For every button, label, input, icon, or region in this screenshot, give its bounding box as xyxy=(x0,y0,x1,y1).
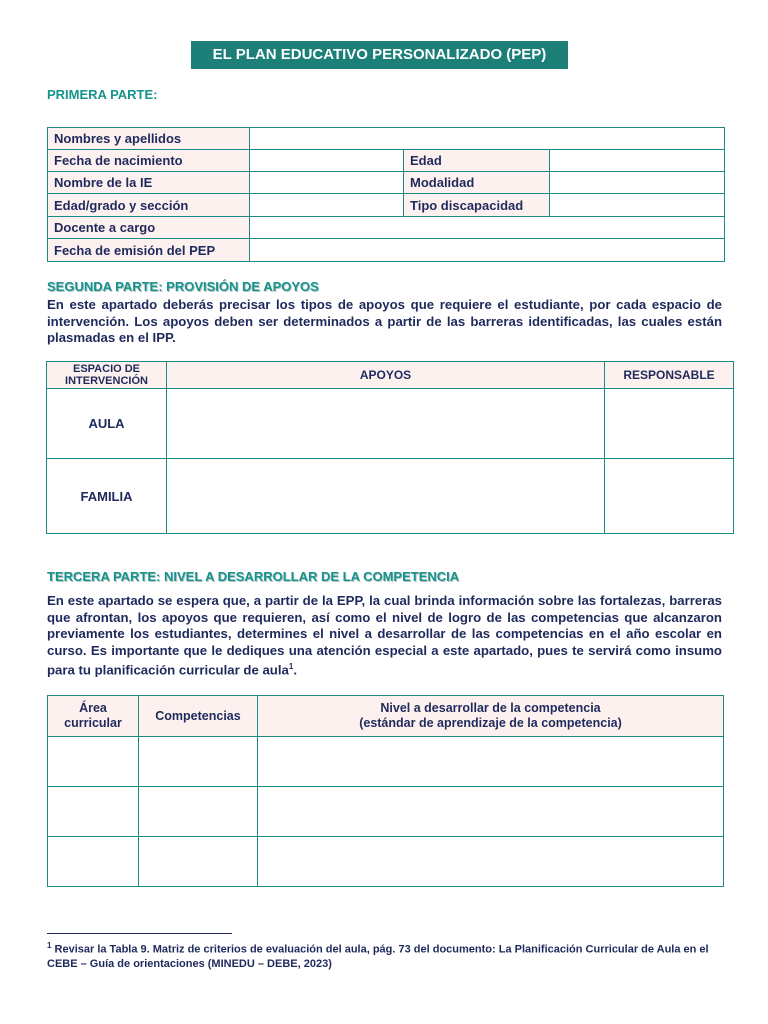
footnote-reference: 1 xyxy=(288,662,294,671)
label-nombres: Nombres y apellidos xyxy=(48,128,250,150)
field-competencia-1[interactable] xyxy=(139,737,258,787)
label-edad-grado: Edad/grado y sección xyxy=(48,194,250,217)
label-modalidad: Modalidad xyxy=(404,172,550,194)
label-edad: Edad xyxy=(404,150,550,172)
header-espacio-intervencion: ESPACIO DE INTERVENCIÓN xyxy=(47,362,167,389)
field-area-3[interactable] xyxy=(48,837,139,887)
field-edad-grado[interactable] xyxy=(250,194,404,217)
field-nombres[interactable] xyxy=(250,128,725,150)
segunda-parte-paragraph: En este apartado deberás precisar los tipos de apoyos que requiere el estudiante, por cada espacio de intervención. Los apoyos deben ser determinados a partir de las barreras identificadas, las cuales están plasmadas en el IPP. xyxy=(47,297,722,345)
field-competencia-3[interactable] xyxy=(139,837,258,887)
footnote-text: Revisar la Tabla 9. Matriz de criterios de evaluación del aula, pág. 73 del documento: La Planificación Curricular de Aula en el CEBE – Guía de orientaciones (MINEDU – DEBE, 2023) xyxy=(47,943,709,970)
field-edad[interactable] xyxy=(550,150,725,172)
field-area-1[interactable] xyxy=(48,737,139,787)
field-area-2[interactable] xyxy=(48,787,139,837)
row-familia-label: FAMILIA xyxy=(47,459,167,534)
label-nombre-ie: Nombre de la IE xyxy=(48,172,250,194)
field-aula-apoyos[interactable] xyxy=(167,389,605,459)
apoyos-table xyxy=(46,361,734,534)
header-apoyos: APOYOS xyxy=(167,362,605,389)
header-nivel-line2: (estándar de aprendizaje de la competencia) xyxy=(359,716,622,730)
field-familia-apoyos[interactable] xyxy=(167,459,605,534)
label-tipo-discapacidad: Tipo discapacidad xyxy=(404,194,550,217)
label-fecha-nacimiento: Fecha de nacimiento xyxy=(48,150,250,172)
field-familia-responsable[interactable] xyxy=(605,459,734,534)
field-fecha-emision[interactable] xyxy=(250,239,725,262)
field-nivel-2[interactable] xyxy=(258,787,724,837)
field-aula-responsable[interactable] xyxy=(605,389,734,459)
primera-parte-heading: PRIMERA PARTE: xyxy=(47,87,158,102)
document-title: EL PLAN EDUCATIVO PERSONALIZADO (PEP) xyxy=(191,41,568,69)
field-nivel-1[interactable] xyxy=(258,737,724,787)
tercera-parte-heading: TERCERA PARTE: NIVEL A DESARROLLAR DE LA COMPETENCIA xyxy=(47,569,460,584)
label-fecha-emision: Fecha de emisión del PEP xyxy=(48,239,250,262)
segunda-parte-heading: SEGUNDA PARTE: PROVISIÓN DE APOYOS xyxy=(47,279,319,294)
footnote xyxy=(47,939,727,971)
field-tipo-discapacidad[interactable] xyxy=(550,194,725,217)
field-nombre-ie[interactable] xyxy=(250,172,404,194)
header-competencias: Competencias xyxy=(139,696,258,737)
header-area-line1: Área xyxy=(79,701,107,715)
header-area-line2: curricular xyxy=(64,716,122,730)
header-nivel-line1: Nivel a desarrollar de la competencia xyxy=(380,701,601,715)
primera-parte-table xyxy=(47,127,725,262)
field-nivel-3[interactable] xyxy=(258,837,724,887)
competencias-table xyxy=(47,695,724,887)
header-responsable: RESPONSABLE xyxy=(605,362,734,389)
field-competencia-2[interactable] xyxy=(139,787,258,837)
header-nivel-desarrollar xyxy=(258,696,724,737)
tercera-paragraph-end: . xyxy=(293,662,297,678)
tercera-parte-paragraph xyxy=(47,593,722,679)
footnote-divider xyxy=(47,933,232,934)
row-aula-label: AULA xyxy=(47,389,167,459)
field-fecha-nacimiento[interactable] xyxy=(250,150,404,172)
footnote-number: 1 xyxy=(47,941,52,950)
field-modalidad[interactable] xyxy=(550,172,725,194)
label-docente: Docente a cargo xyxy=(48,217,250,239)
field-docente[interactable] xyxy=(250,217,725,239)
header-area-curricular xyxy=(48,696,139,737)
tercera-paragraph-text: En este apartado se espera que, a partir de la EPP, la cual brinda información sobre las fortalezas, barreras que afrontan, los apoyos que requieren, así como el nivel de logro de las competencias que alcanzaron previamente los estudiantes, determines el nivel a desarrollar de las competencias en el año escolar en curso. Es importante que le dediques una atención especial a este apartado, pues te servirá como insumo para tu planificación curricular de aula xyxy=(47,593,722,678)
